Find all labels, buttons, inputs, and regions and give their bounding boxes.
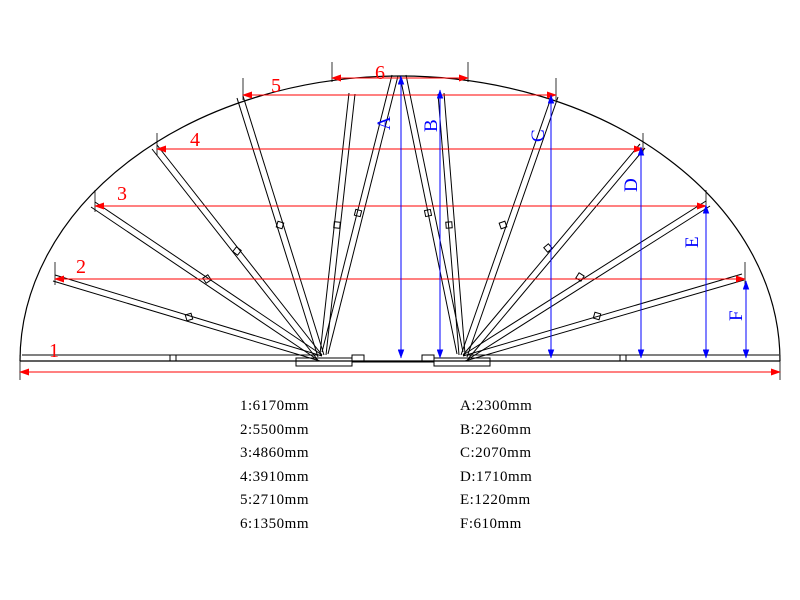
- legend-column-horizontal: [240, 398, 460, 533]
- rib-right-1: [463, 355, 779, 361]
- legend-item: 2:5500mm: [240, 421, 310, 438]
- legend-item: 1:6170mm: [240, 398, 310, 414]
- rib-right-4: [463, 144, 645, 359]
- dimension-label-F: F: [726, 310, 747, 321]
- dimension-label-2: 2: [76, 256, 86, 278]
- horizontal-dimension-labels: [49, 62, 385, 362]
- dimension-label-1: 1: [49, 340, 59, 362]
- dimension-label-B: B: [421, 119, 442, 132]
- legend-item: B:2260mm: [460, 421, 532, 438]
- dimension-label-E: E: [682, 236, 703, 248]
- rib-left-1: [22, 355, 322, 361]
- legend-item: E:1220mm: [460, 492, 531, 508]
- legend: [240, 398, 640, 533]
- dimension-label-D: D: [621, 178, 642, 192]
- legend-item: 3:4860mm: [240, 445, 310, 461]
- dimension-label-A: A: [374, 116, 395, 130]
- legend-item: D:1710mm: [460, 468, 533, 485]
- dimension-label-4: 4: [190, 129, 200, 151]
- legend-item: F:610mm: [460, 515, 522, 532]
- dimension-label-5: 5: [271, 75, 281, 97]
- rib-right-2: [463, 274, 744, 361]
- legend-item: C:2070mm: [460, 445, 532, 461]
- vertical-dimensions: [401, 76, 746, 358]
- rib-right-6: [438, 93, 465, 355]
- legend-column-vertical: [460, 398, 640, 533]
- legend-item: 6:1350mm: [240, 515, 310, 532]
- arch-outline: [20, 76, 780, 361]
- dimension-label-C: C: [528, 129, 549, 142]
- rib-left-4: [152, 145, 322, 359]
- legend-item: A:2300mm: [460, 398, 533, 414]
- legend-item: 5:2710mm: [240, 492, 310, 508]
- rib-left-5: [237, 96, 324, 357]
- arch-outer-arc: [20, 76, 780, 361]
- dimension-extension-ticks: [20, 62, 780, 380]
- dimension-label-6: 6: [375, 62, 385, 84]
- dimension-label-3: 3: [117, 183, 127, 205]
- rib-left-3: [91, 202, 322, 360]
- horizontal-dimensions: [20, 62, 780, 380]
- rib-left-2: [53, 275, 322, 361]
- legend-item: 4:3910mm: [240, 468, 310, 485]
